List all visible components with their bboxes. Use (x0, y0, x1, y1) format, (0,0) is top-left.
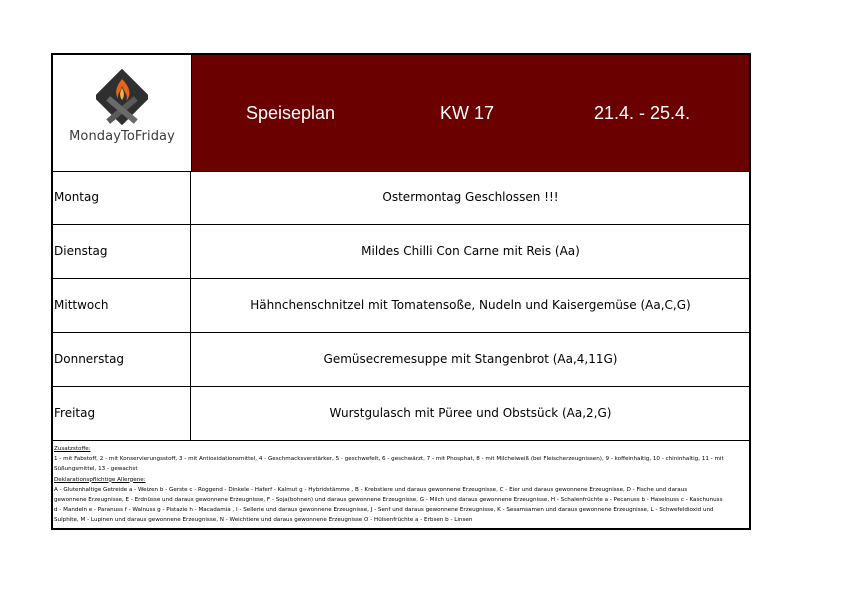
dish-text: Gemüsecremesuppe mit Stangenbrot (Aa,4,11G) (323, 352, 618, 366)
day-row-tuesday (53, 225, 749, 279)
additives-text: 1 - mit Fabstoff, 2 - mit Konservierungsstoff, 3 - mit Antioxidationsmittel, 4 - Geschmacksverstärker, 5 - geschwefelt, 6 - geschwärzt, 7 - mit Phosphat, 8 - mit Milcheiweiß (bei Fleischerzeugnissen), 9 - koffeinhaltig, 10 - chininhaltig, 11 - mit (54, 456, 724, 463)
allergens-text: gewonnene Erzeugnisse, E - Erdnüsse und daraus gewonnene Erzeugnisse, F - Soja(bohnen) und daraus gewonnene Erzeugnisse, G - Milch und daraus gewonnene Erzeugnisse, H - Schalenfrüchte a - Pecanuss b - Haselnuss c - Kaschunuss (54, 497, 723, 504)
day-row-friday (53, 387, 749, 441)
allergens-title: Deklarationspflichtige Allergene: (54, 476, 146, 483)
menu-header (53, 55, 749, 172)
allergens-text: d - Mandeln e - Paranuss f - Walnuss g - Pistazie h - Macadamia , I - Sellerie und daraus gewonnene Erzeugnisse, J - Senf und daraus gewonnene Erzeugnisse, K - Sesamsamen und daraus gewonnene Erzeugnisse, L - Schwefeldioxid und (54, 507, 714, 514)
logo (53, 55, 192, 171)
day-label: Montag (53, 171, 191, 224)
day-label: Dienstag (53, 225, 191, 278)
title-banner (192, 55, 749, 171)
dish-text: Ostermontag Geschlossen !!! (382, 190, 559, 204)
day-row-wednesday (53, 279, 749, 333)
knives-flame-icon (96, 69, 148, 125)
legend-notes (53, 441, 749, 526)
day-label: Donnerstag (53, 333, 191, 386)
additives-title: Zusatzstoffe: (54, 446, 91, 452)
allergens-text: A - Glutenhaltige Getreide a - Weizen b - Gerste c - Roggend - Dinkele - Haferf - Kalmut g - Hybridstämme , B - Krebstiere und daraus gewonnene Erzeugnisse, C - Eier und daraus gewonnene Erzeugnisse, D - Fische und daraus (54, 486, 688, 493)
logo-text: MondayToFriday (69, 129, 175, 144)
day-label: Freitag (53, 387, 191, 440)
allergens-text: Sulphite, M - Lupinen und daraus gewonnene Erzeugnisse, N - Weichtiere und daraus gewonnene Erzeugnisse O - Hülsenfrüchte a - Erbsen b - Linsen (54, 517, 473, 524)
day-row-monday (53, 171, 749, 225)
dish-text: Hähnchenschnitzel mit Tomatensoße, Nudeln und Kaisergemüse (Aa,C,G) (250, 298, 691, 312)
dish-text: Wurstgulasch mit Püree und Obstsück (Aa,2,G) (329, 406, 612, 420)
menu-table (51, 53, 751, 530)
dish-text: Mildes Chilli Con Carne mit Reis (Aa) (361, 244, 580, 258)
menu-title: Speiseplan (246, 103, 336, 123)
week-number: KW 17 (440, 103, 495, 123)
day-row-thursday (53, 333, 749, 387)
day-label: Mittwoch (53, 279, 191, 332)
additives-text: Süßungsmittel, 13 - gewachst (54, 466, 138, 473)
date-range: 21.4. - 25.4. (594, 103, 691, 123)
